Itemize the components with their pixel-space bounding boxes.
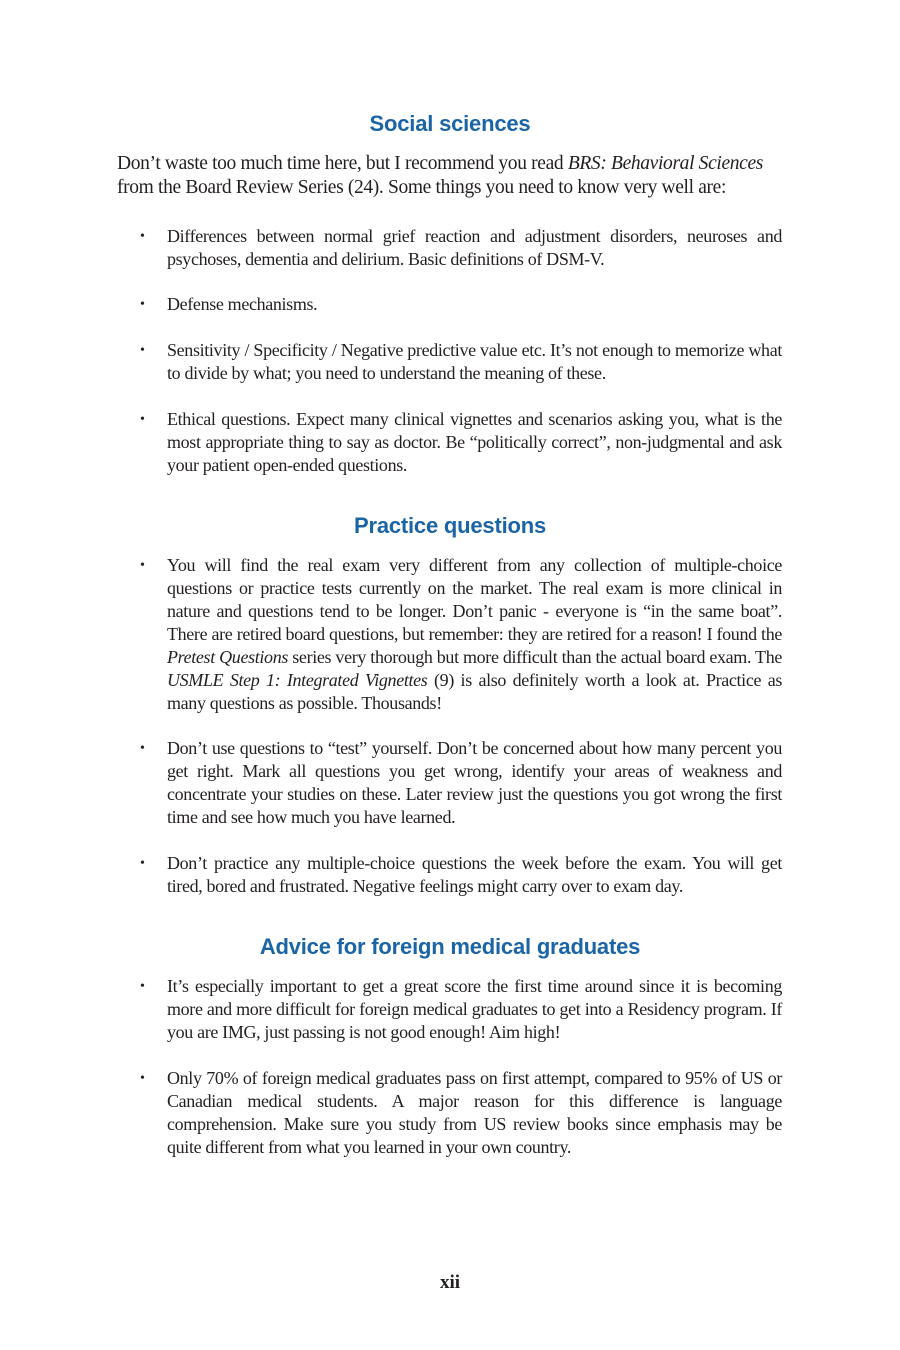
- list-item: [140, 225, 782, 271]
- intro-text: Don’t waste too much time here, but I recommend you read: [117, 153, 568, 174]
- list-item-text: Sensitivity / Specificity / Negative predictive value etc. It’s not enough to memorize what to divide by what; you need to understand the meaning of these.: [167, 340, 782, 383]
- list-item: [140, 737, 782, 829]
- bullet-icon: •: [140, 229, 145, 244]
- bullet-icon: •: [140, 343, 145, 358]
- list-item: [140, 408, 782, 477]
- section-heading-social-sciences: Social sciences: [369, 111, 531, 136]
- list-item: [140, 339, 782, 385]
- list-item-text: You will find the real exam very different from any collection of multiple-choice questions or practice tests currently on the market. The real exam is more clinical in nature and questions tend to be longer. Don’t panic - everyone is “in the same boat”. There are retired board questions, but remember: they are retired for a reason! I found the Pretest Questions series very thorough but more difficult than the actual board exam. The USMLE Step 1: Integrated Vignettes (9) is also definitely worth a look at. Practice as many questions as possible. Thousands!: [167, 555, 782, 713]
- book-title-usmle: USMLE Step 1: Integrated Vignettes: [167, 670, 428, 690]
- list-item: [140, 554, 782, 715]
- bullet-icon: •: [140, 979, 145, 994]
- bullet-icon: •: [140, 297, 145, 312]
- section-heading-practice-questions: Practice questions: [353, 513, 547, 538]
- intro-text-end: from the Board Review Series (24). Some things you need to know very well are:: [117, 177, 727, 198]
- book-title-pretest: Pretest Questions: [167, 647, 288, 667]
- list-item-text: It’s especially important to get a great score the first time around since it is becoming more and more difficult for foreign medical graduates to get into a Residency program. If you are IMG, just passing is not good enough! Aim high!: [167, 976, 782, 1042]
- list-item: [140, 293, 782, 316]
- list-item: [140, 852, 782, 898]
- list-item: [140, 975, 782, 1044]
- bullet-icon: •: [140, 741, 145, 756]
- bullet-icon: •: [140, 412, 145, 427]
- bullet-icon: •: [140, 856, 145, 871]
- list-item-text: Only 70% of foreign medical graduates pass on first attempt, compared to 95% of US or Canadian medical students. A major reason for this difference is language comprehension. Make sure you study from US review books since emphasis may be quite different from what you learned in your own country.: [167, 1068, 782, 1157]
- list-item-text: Don’t use questions to “test” yourself. Don’t be concerned about how many percent you get right. Mark all questions you get wrong, identify your areas of weakness and concentrate your studies on these. Later review just the questions you got wrong the first time and see how much you have learned.: [167, 738, 782, 827]
- list-item-text: Differences between normal grief reaction and adjustment disorders, neuroses and psychoses, dementia and delirium. Basic definitions of DSM-V.: [167, 226, 782, 269]
- page-number: xii: [439, 1272, 461, 1293]
- list-item-text: Ethical questions. Expect many clinical vignettes and scenarios asking you, what is the most appropriate thing to say as doctor. Be “politically correct”, non-judgmental and ask your patient open-ended questions.: [167, 409, 782, 475]
- book-title-brs: BRS: Behavioral Sciences: [567, 153, 764, 174]
- list-item: [140, 1067, 782, 1159]
- intro-paragraph: [117, 152, 787, 200]
- bullet-icon: •: [140, 558, 145, 573]
- list-item-text: Defense mechanisms.: [167, 294, 318, 314]
- list-item-text: Don’t practice any multiple-choice questions the week before the exam. You will get tired, bored and frustrated. Negative feelings might carry over to exam day.: [167, 853, 782, 896]
- bullet-icon: •: [140, 1071, 145, 1086]
- section-heading-foreign-graduates: Advice for foreign medical graduates: [259, 934, 641, 959]
